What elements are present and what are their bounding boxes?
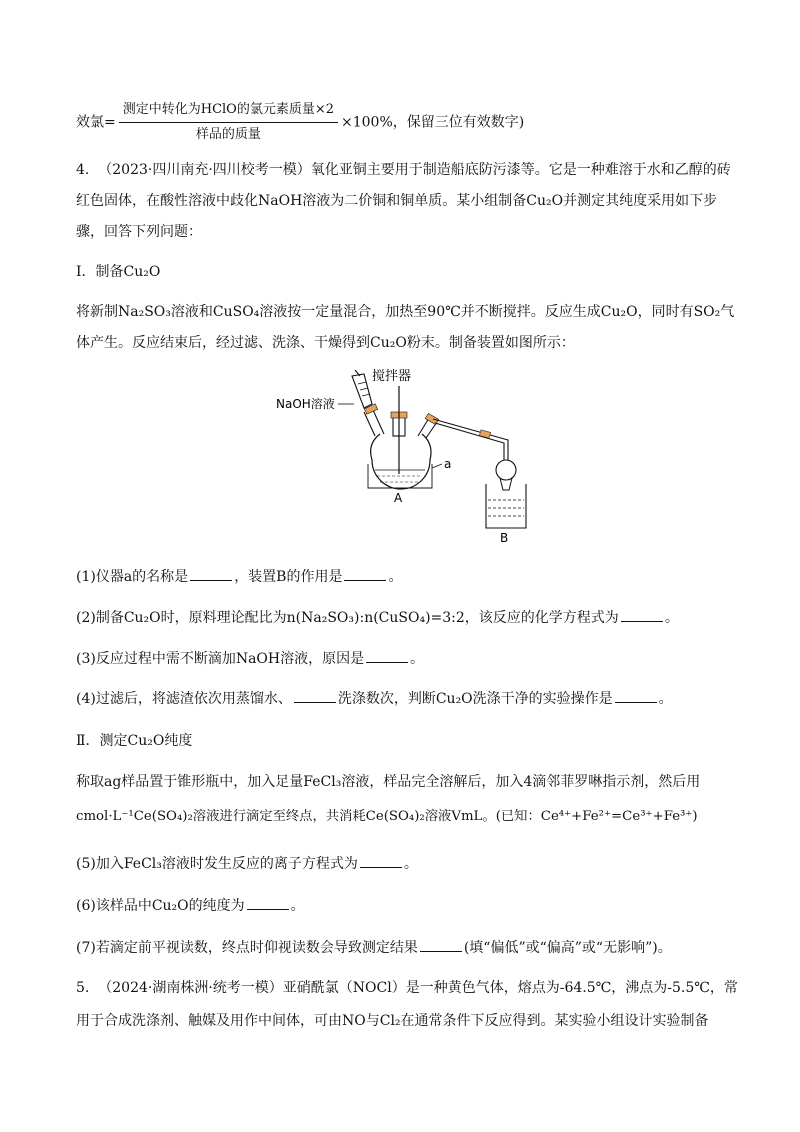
answer-blank[interactable] (420, 937, 462, 952)
q5-number: 5. (76, 980, 90, 996)
answer-blank[interactable] (190, 566, 232, 581)
three-neck-flask (371, 434, 431, 489)
tube-joint (479, 430, 490, 438)
subq-5: (5)加入FeCl₃溶液时发生反应的离子方程式为 。 (76, 853, 736, 874)
answer-blank[interactable] (294, 688, 336, 703)
part2-title: Ⅱ．测定Cu₂O纯度 (76, 733, 193, 749)
label-stirrer: 搅拌器 (372, 369, 412, 384)
right-neck (418, 418, 429, 436)
left-stopper (364, 404, 377, 415)
q4-number: 4. (76, 162, 90, 178)
answer-blank[interactable] (360, 853, 402, 868)
subq-1: (1)仪器a的名称是 ，装置B的作用是 。 (76, 566, 736, 587)
left-neck (364, 412, 375, 436)
q5-line-2: 用于合成洗涤剂、触媒及用作中间体，可由NO与Cl₂在通常条件下反应得到。某实验小组设计实验制备 (76, 1013, 709, 1029)
absorber-bulb (496, 460, 516, 480)
q5-source: （2024·湖南株洲·统考一模） (98, 980, 283, 996)
subq-7: (7)若滴定前平视读数，终点时仰视读数会导致测定结果 (填“偏低”或“偏高”或“无影响”)。 (76, 937, 736, 958)
part1-title: I．制备Cu₂O (76, 264, 161, 280)
answer-blank[interactable] (621, 607, 663, 622)
subq-2: (2)制备Cu₂O时，原料理论配比为n(Na₂SO₃):n(CuSO₄)=3:2，该反应的化学方程式为 。 (76, 607, 736, 628)
part2-para-line-1: 称取ag样品置于锥形瓶中，加入足量FeCl₃溶液，样品完全溶解后，加入4滴邻菲罗啉指示剂，然后用 (76, 774, 701, 790)
label-naoh: NaOH溶液 (276, 397, 335, 411)
answer-blank[interactable] (366, 648, 408, 663)
answer-blank[interactable] (247, 895, 289, 910)
label-A: A (394, 491, 403, 505)
q4-intro-line-2: 红色固体，在酸性溶液中歧化NaOH溶液为二价铜和铜单质。某小组制备Cu₂O并测定其纯度采用如下步 (76, 193, 718, 209)
q4-intro-line-3: 骤，回答下列问题： (76, 224, 202, 240)
efficiency-formula: 效氯= $\frac{\text{测定中转化为HClO的氯元素质量×2}}{\text{样品的质量}}$ ×100%，保留三位有效数字) (76, 100, 736, 145)
apparatus-diagram (272, 364, 532, 544)
answer-blank[interactable] (615, 688, 657, 703)
part2-para-line-2: cmol·L⁻¹Ce(SO₄)₂溶液进行滴定至终点，共消耗Ce(SO₄)₂溶液VmL。(已知：Ce⁴⁺+Fe²⁺=Ce³⁺+Fe³⁺) (76, 809, 698, 824)
label-a-leader (432, 464, 442, 468)
part1-para-line-1: 将新制Na₂SO₃溶液和CuSO₄溶液按一定量混合，加热至90℃并不断搅拌。反应生成Cu₂O，同时有SO₂气 (76, 304, 735, 320)
subq-6: (6)该样品中Cu₂O的纯度为 。 (76, 895, 736, 916)
label-a: a (444, 457, 452, 471)
q4-intro-line-1: 4. （2023·四川南充·四川校考一模）氧化亚铜主要用于制造船底防污漆等。它是一种难溶于水和乙醇的砖 (76, 162, 731, 178)
q5-line-1: 5. （2024·湖南株洲·统考一模）亚硝酰氯（NOCl）是一种黄色气体，熔点为-64.5℃，沸点为-5.5℃，常 (76, 980, 738, 996)
subq-3: (3)反应过程中需不断滴加NaOH溶液，原因是 。 (76, 648, 736, 669)
answer-blank[interactable] (344, 566, 386, 581)
label-B: B (500, 531, 509, 544)
subq-4: (4)过滤后，将滤渣依次用蒸馏水、 洗涤数次，判断Cu₂O洗涤干净的实验操作是 。 (76, 688, 736, 709)
part1-para-line-2: 体产生。反应结束后，经过滤、洗涤、干燥得到Cu₂O粉末。制备装置如图所示： (76, 335, 575, 351)
q4-source: （2023·四川南充·四川校考一模） (98, 162, 311, 178)
formula-fraction: $\frac{\text{测定中转化为HClO的氯元素质量×2}}{\text{样品的质量}}$ (119, 100, 338, 145)
dropping-funnel (352, 374, 372, 408)
beaker-B (486, 484, 526, 528)
